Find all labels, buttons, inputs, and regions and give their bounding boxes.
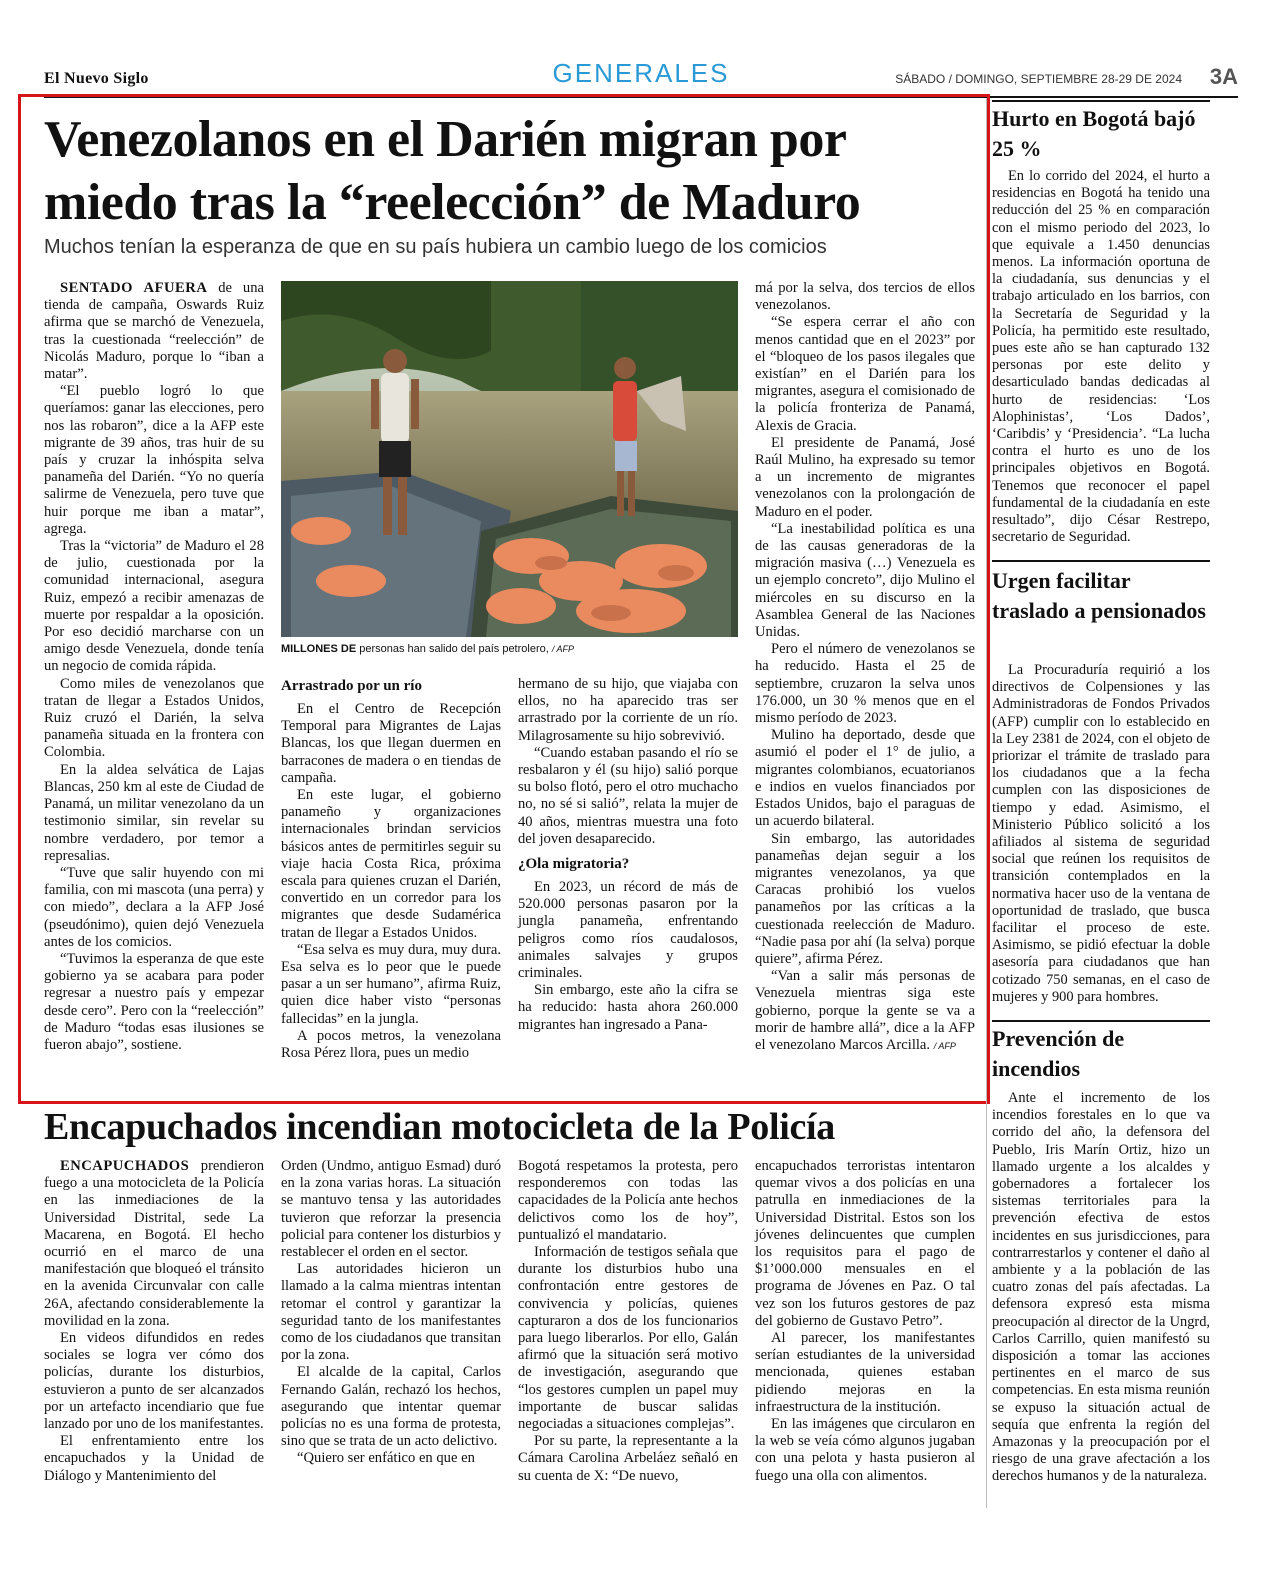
main-headline: Venezolanos en el Darién migran por miedo tras la “reelección” de Maduro (44, 111, 861, 231)
paragraph: “Tuve que salir huyendo con mi familia, con mi mascota (una perra) y con miedo”, declara a la AFP José (pseudónimo), quien dejó Venezuela antes de los comicios. (44, 864, 264, 950)
story-photo (281, 281, 738, 637)
paragraph: “El pueblo logró lo que queríamos: ganar las elecciones, pero nos las robaron”, dice a la AFP este migrante de 39 años, tras huir de su país y cruzar la inhóspita selva panameña del Darién. “Yo no quería salirme de Venezuela, pero tuve que huir porque me iban a matar”, agrega. (44, 383, 264, 537)
paragraph: Pero el número de venezolanos se ha reducido. Hasta el 25 de septiembre, cruzaron la selva unos 176.000, un 30 % menos que en el mismo período de 2023. (755, 641, 975, 727)
paragraph: Como miles de venezolanos que tratan de llegar a Estados Unidos, Ruiz cruzó el Darién, la selva panameña situada en la frontera con Colombia. (44, 675, 264, 761)
second-column-4 (755, 1158, 975, 1485)
brief-rule (992, 100, 1210, 102)
page-number: 3A (1209, 64, 1238, 89)
subheading: ¿Ola migratoria? (518, 856, 630, 873)
paragraph: Sin embargo, las autoridades panameñas dejan seguir a los migrantes venezolanos, ya que Caracas prohibió los vuelos panameños por las críticas a la cuestionada reelección de Maduro. “Nadie pasa por ahí (la selva) porque quiere”, afirma Pérez. (755, 830, 975, 967)
paragraph: En este lugar, el gobierno panameño y organizaciones internacionales brindan servicios básicos antes de permitirles seguir su viaje hacia Costa Rica, próxima escala para quienes cruzan el Darién, convertido en un corredor para los migrantes que desde Sudamérica tratan de llegar a Estados Unidos. (281, 787, 501, 941)
paragraph: “Quiero ser enfático en que en (297, 1450, 475, 1467)
paragraph: “Se espera cerrar el año con menos cantidad que en el 2023” por el “bloqueo de los pasos ilegales que existían” en el Darién para los migrantes, asegura el comisionado de la policía fronteriza de Panamá, Alexis de Gracia. (755, 314, 975, 434)
paragraph: “Esa selva es muy dura, muy dura. Esa selva es lo peor que le puede pasar a un ser humano”, afirma Ruiz, quien dice haber visto “personas fallecidas” en la jungla. (281, 941, 501, 1027)
paragraph: “Tuvimos la esperanza de que este gobierno ya se acabara para poder regresar a nuestro país y empezar desde cero”. Pero con la “reelección” de Maduro “todas esas ilusiones se fueron abajo”, sostiene. (44, 950, 264, 1053)
paragraph: En las imágenes que circularon en la web se veía cómo algunos jugaban con una pelota y hasta pusieron al fuego una olla con alimentos. (755, 1416, 975, 1484)
brief-title: Prevención de incendios (992, 1026, 1125, 1081)
masthead (44, 58, 1238, 98)
issue-date: SÁBADO / DOMINGO, SEPTIEMBRE 28-29 DE 2024 (895, 72, 1182, 86)
paragraph: El presidente de Panamá, José Raúl Mulino, ha expresado su temor a un incremento de migrantes venezolanos con la prolongación de Maduro en el poder. (755, 434, 975, 520)
brief-title: Hurto en Bogotá bajó 25 % (992, 106, 1196, 161)
paragraph: Información de testigos señala que durante los disturbios hubo una confrontación entre gestores de convivencia y policías, quienes capturaron a dos de los funcionarios para luego liberarlos. Por ello, Galán afirmó que la situación será motivo de investigación, asegurando que “los gestores cumplen un papel muy importante de buscar salidas negociadas a situaciones complejas”. (518, 1244, 738, 1433)
brief-title: Urgen facilitar traslado a pensionados (992, 568, 1206, 623)
second-column-2 (281, 1158, 501, 1468)
main-column-3 (518, 676, 738, 1034)
paragraph: En videos difundidos en redes sociales se logra ver cómo dos policías, durante los disturbios, estuvieron a punto de ser alcanzados por un artefacto incendiario que fue lanzado por uno de los manifestantes. (44, 1330, 264, 1433)
paragraph: Orden (Undmo, antiguo Esmad) duró en la zona varias horas. La situación se mantuvo tensa y las autoridades tuvieron que reforzar la presencia policial para contener los disturbios y restablecer el orden en el sector. (281, 1158, 501, 1261)
photo-caption: MILLONES DE personas han salido del país petrolero, / AFP (281, 643, 575, 655)
paragraph: En la aldea selvática de Lajas Blancas, 250 km al este de Ciudad de Panamá, un militar venezolano da un testimonio similar, sin revelar su nombre verdadero, por temor a represalias. (44, 761, 264, 864)
credit: / AFP (933, 1040, 956, 1051)
main-column-4 (755, 280, 975, 1055)
paragraph: “Cuando estaban pasando el río se resbalaron y él (su hijo) salió porque su bolso flotó, pero el otro muchacho no, no sé si salió”, relata la mujer de 40 años, mientras muestra una foto del joven desaparecido. (518, 744, 738, 847)
second-column-3 (518, 1158, 738, 1485)
kicker: SENTADO AFUERA (60, 280, 208, 296)
paragraph: Al parecer, los manifestantes serían estudiantes de la universidad mencionada, quienes estaban pidiendo mejoras en la infraestructura de la institución. (755, 1330, 975, 1415)
paragraph: Tras la “victoria” de Maduro el 28 de julio, cuestionada por la comunidad internacional, asegura Ruiz, empezó a recibir amenazas de muerte por respaldar a la oposición. Por eso decidió marcharse con un amigo desde Venezuela, donde tenía un negocio de comida rápida. (44, 538, 264, 675)
kicker: ENCAPUCHADOS (60, 1158, 190, 1174)
paragraph: má por la selva, dos tercios de ellos venezolanos. (755, 280, 975, 314)
second-column-1 (44, 1158, 264, 1485)
paragraph: En el Centro de Recepción Temporal para Migrantes de Lajas Blancas, los que llegan duermen en barracones de madera o en tiendas de campaña. (281, 701, 501, 786)
subheading: Arrastrado por un río (281, 678, 422, 694)
brief-body: En lo corrido del 2024, el hurto a residencias en Bogotá ha tenido una reducción del 25 % en comparación con el mismo periodo del 2023, lo que equivale a 1.450 denuncias menos. La información oportuna de la ciudadanía, sus denuncias y el trabajo articulado en los barrios, con la Secretaría de Seguridad y la Policía, ha permitido este resultado, pues este año se han capturado 132 personas por este delito y desarticulado bandas dedicadas al hurto de residencias: ‘Los Alophinistas’, ‘Los Dados’, ‘Caribdis’ y ‘Presidencia’. “La lucha contra el hurto es uno de los principales objetivos en Bogotá. Tenemos que reconocer el papel fundamental de la ciudadanía en este resultado”, dijo César Restrepo, secretario de Seguridad. (992, 168, 1210, 546)
paragraph: hermano de su hijo, que viajaba con ellos, no ha aparecido tras ser arrastrado por la corriente de un río. Milagrosamente su hijo sobrevivió. (518, 676, 738, 744)
main-column-1 (44, 280, 264, 1054)
paragraph: ENCAPUCHADOS prendieron fuego a una motocicleta de la Policía en las inmediaciones de la Universidad Distrital, sede La Macarena, en Bogotá. El hecho ocurrió en el marco de una manifestación que bloqueó el tránsito en la avenida Circunvalar con calle 26A, afectando considerablemente la movilidad en la zona. (44, 1158, 264, 1329)
paragraph: Por su parte, la representante a la Cámara Carolina Arbeláez señaló en su cuenta de X: “De nuevo, (518, 1433, 738, 1484)
brief-rule (992, 1020, 1210, 1022)
paragraph: Sin embargo, este año la cifra se ha reducido: hasta ahora 260.000 migrantes han ingresado a Pana- (518, 982, 738, 1033)
main-column-2 (281, 676, 501, 1062)
sidebar-divider (986, 98, 987, 1508)
migrants-boat-photo (281, 281, 738, 637)
paragraph: El enfrentamiento entre los encapuchados y la Unidad de Diálogo y Mantenimiento del (44, 1433, 264, 1484)
newspaper-logo: El Nuevo Siglo (44, 70, 149, 87)
paragraph: Las autoridades hicieron un llamado a la calma mientras intentan retomar el control y garantizar la seguridad tanto de los manifestantes como de los ciudadanos que transitan por la zona. (281, 1261, 501, 1364)
brief-body: La Procuraduría requirió a los directivos de Colpensiones y las Administradoras de Fondos Privados (AFP) cumplir con lo establecido en la Ley 2381 de 2024, con el objeto de priorizar el trámite de traslado para los ciudadanos que a la fecha cumplen con las disposiciones de tiempo y edad. Asimismo, el Ministerio Público solicitó a los afiliados al sistema de seguridad social que reúnen los requisitos de transición contemplados en la normativa hacer uso de la ventana de oportunidad de traslado, que busca facilitar el proceso de este. Asimismo, se pidió efectuar la doble asesoría para ciudadanos que han cotizado 750 semanas, en el caso de mujeres y 900 para hombres. (992, 662, 1210, 1005)
brief-rule (992, 560, 1210, 562)
paragraph: SENTADO AFUERA de una tienda de campaña, Oswards Ruiz afirma que se marchó de Venezuela, tras la cuestionada “reelección” de Nicolás Maduro, porque lo “iban a matar”. (44, 280, 264, 383)
paragraph: El alcalde de la capital, Carlos Fernando Galán, rechazó los hechos, asegurando que intentar quemar policías no es una forma de protesta, sino que se trata de un acto delictivo. (281, 1364, 501, 1450)
main-deck: Muchos tenían la esperanza de que en su país hubiera un cambio luego de los comicios (44, 236, 827, 258)
section-title: GENERALES (552, 58, 730, 88)
brief-body: Ante el incremento de los incendios forestales en lo que va corrido del año, la defensora del Pueblo, Iris Marín Ortiz, hizo un llamado urgente a los alcaldes y gobernadores a fortalecer los sistemas territoriales para la prevención efectiva de estos incidentes en sus jurisdicciones, para contrarrestarlos y contener el daño al ambiente y a la población de las cuatro zonas del país afectadas. La defensora expresó esta misma preocupación al director de la Ungrd, Carlos Carrillo, quien manifestó su disposición a tomar las acciones pertinentes en el marco de sus competencias. En esta misma reunión se expuso la situación actual de sequía que enfrenta la región del Amazonas y la preocupación por el riesgo de una grave afectación a los derechos humanos y de la naturaleza. (992, 1090, 1210, 1485)
paragraph: Mulino ha deportado, desde que asumió el poder el 1° de julio, a migrantes colombianos, ecuatorianos e indios en vuelos financiados por Estados Unidos, bajo el paraguas de un acuerdo bilateral. (755, 727, 975, 830)
paragraph: Bogotá respetamos la protesta, pero responderemos con todas las capacidades de la Policía ante hechos delictivos como los de hoy”, puntualizó el mandatario. (518, 1158, 738, 1243)
paragraph: A pocos metros, la venezolana Rosa Pérez llora, pues un medio (281, 1027, 501, 1062)
paragraph: “La inestabilidad política es una de las causas generadoras de la migración masiva (…) Venezuela es un ejemplo concreto”, dijo Mulino el miércoles en su discurso en la Asamblea General de las Naciones Unidas. (755, 520, 975, 641)
paragraph: En 2023, un récord de más de 520.000 personas pasaron por la jungla panameña, enfrentando peligros como ríos caudalosos, animales salvajes y grupos criminales. (518, 879, 738, 982)
second-headline: Encapuchados incendian motocicleta de la Policía (44, 1106, 836, 1148)
paragraph: “Van a salir más personas de Venezuela mientras siga este gobierno, porque la gente se va a morir de hambre allá”, dice a la AFP el venezolano Marcos Arcilla. / AFP (755, 968, 975, 1053)
paragraph: encapuchados terroristas intentaron quemar vivos a dos policías en una patrulla en inmediaciones de la Universidad Distrital. Estos son los jóvenes delincuentes que cumplen los requisitos para el pago de $1’000.000 mensuales en el programa de Jóvenes en Paz. O tal vez son los futuros gestores de paz del gobierno de Gustavo Petro”. (755, 1158, 975, 1329)
